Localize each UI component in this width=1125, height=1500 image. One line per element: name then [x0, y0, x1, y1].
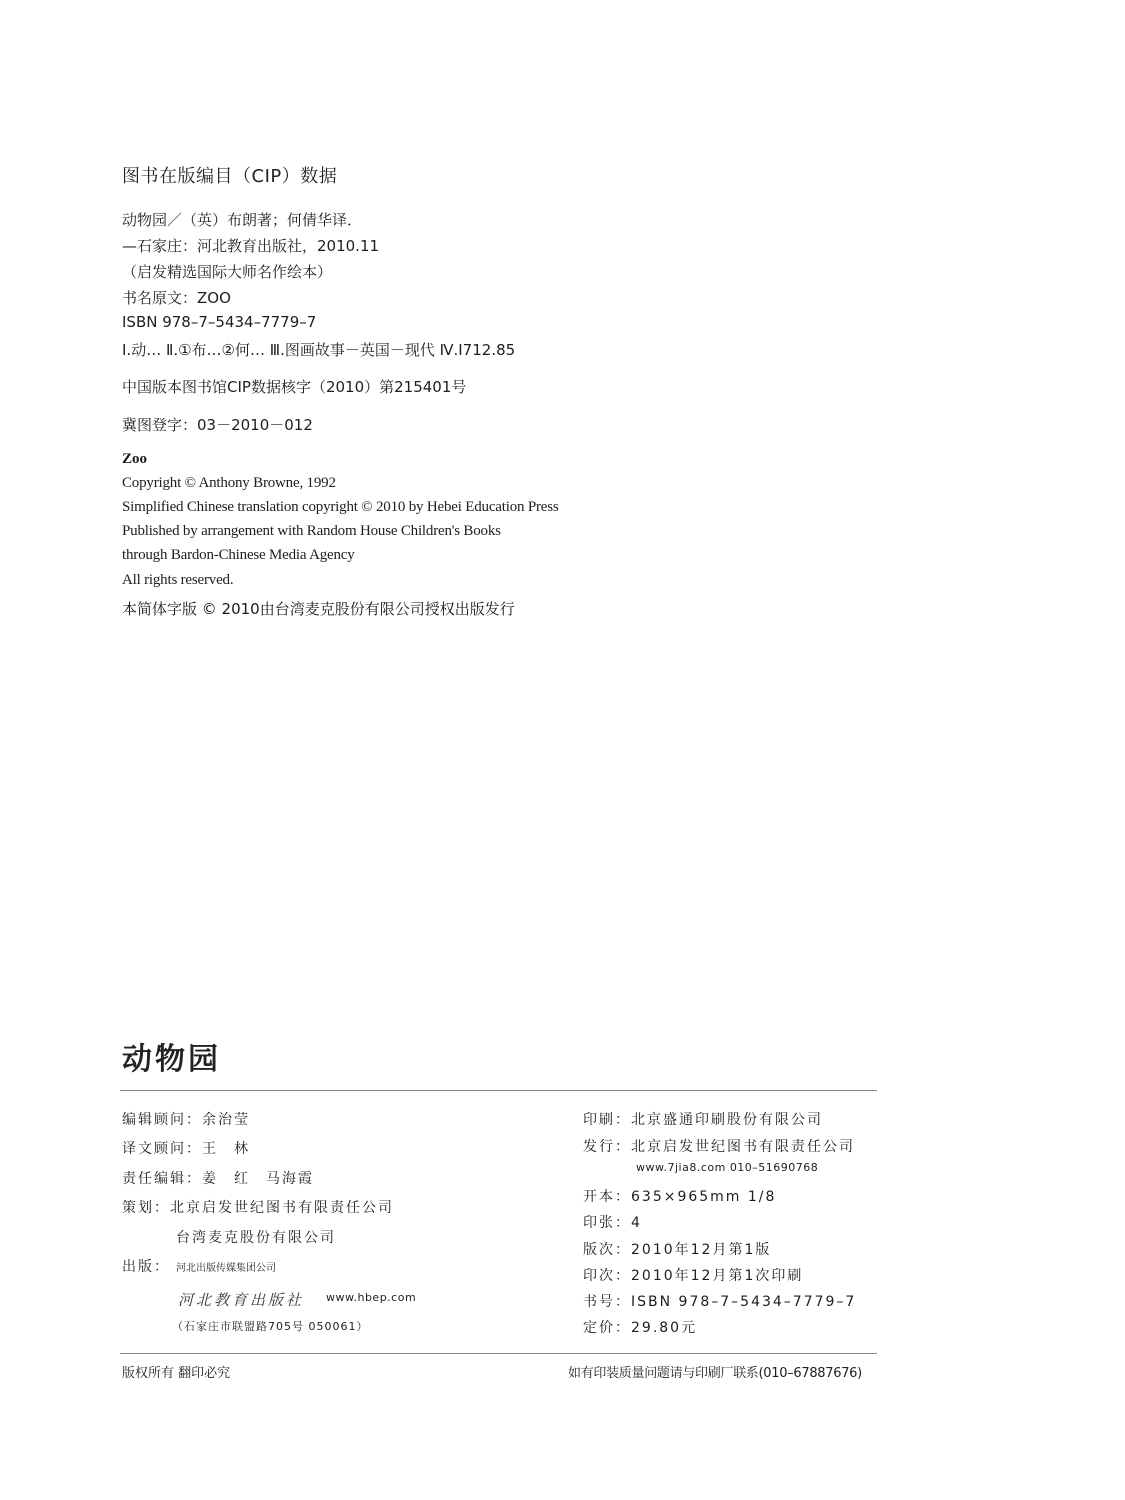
cip-line-classification: Ⅰ.动… Ⅱ.①布…②何… Ⅲ.图画故事－英国－现代 Ⅳ.I712.85 [122, 341, 516, 359]
book-isbn: 书号：ISBN 978–7–5434–7779–7 [583, 1294, 857, 1310]
planning-company-2: 台湾麦克股份有限公司 [176, 1230, 336, 1246]
copyright-line: Simplified Chinese translation copyright © 2010 by Hebei Education Press [122, 499, 559, 515]
colophon-book-title: 动物园 [122, 1042, 221, 1077]
planning-company-1: 策划：北京启发世纪图书有限责任公司 [122, 1200, 394, 1216]
printing-company: 印刷：北京盛通印刷股份有限公司 [583, 1112, 823, 1128]
cip-line-isbn: ISBN 978–7–5434–7779–7 [122, 313, 317, 331]
impression: 印次：2010年12月第1次印刷 [583, 1268, 804, 1284]
publisher-url: www.hbep.com [326, 1291, 417, 1304]
responsible-editors: 责任编辑：姜 红 马海霞 [122, 1171, 314, 1187]
edition: 版次：2010年12月第1版 [583, 1242, 772, 1258]
cip-data-number: 中国版本图书馆CIP数据核字（2010）第215401号 [122, 378, 467, 396]
copyright-line: Published by arrangement with Random House Children's Books [122, 523, 501, 539]
distribution-company: 发行：北京启发世纪图书有限责任公司 [583, 1139, 855, 1155]
cip-line-publisher: —石家庄：河北教育出版社，2010.11 [122, 237, 380, 255]
colophon-bottom-divider [120, 1353, 877, 1354]
publisher-address: （石家庄市联盟路705号 050061） [172, 1320, 369, 1333]
printed-sheets: 印张：4 [583, 1215, 642, 1231]
print-quality-contact: 如有印装质量问题请与印刷厂联系(010–67887676) [568, 1366, 862, 1381]
book-format: 开本：635×965mm 1/8 [583, 1189, 777, 1205]
cip-line-original-title: 书名原文：ZOO [122, 289, 231, 307]
cip-heading: 图书在版编目（CIP）数据 [122, 166, 338, 187]
english-book-title: Zoo [122, 451, 148, 467]
all-rights-reserved: 版权所有 翻印必究 [122, 1366, 231, 1381]
translation-advisor: 译文顾问：王 林 [122, 1141, 250, 1157]
publisher-logo: 河北教育出版社 [178, 1291, 305, 1309]
colophon-top-divider [120, 1090, 877, 1091]
publisher-group: 河北出版传媒集团公司 [176, 1263, 276, 1274]
copyright-line: through Bardon-Chinese Media Agency [122, 547, 355, 563]
distribution-contact: www.7jia8.com 010–51690768 [636, 1161, 819, 1174]
copyright-line: Copyright © Anthony Browne, 1992 [122, 475, 336, 491]
chinese-rights-statement: 本简体字版 © 2010由台湾麦克股份有限公司授权出版发行 [122, 600, 515, 618]
copyright-line: All rights reserved. [122, 572, 234, 588]
editorial-advisor: 编辑顾问：余治莹 [122, 1112, 250, 1128]
book-price: 定价：29.80元 [583, 1320, 698, 1336]
publisher-label: 出版： [122, 1259, 170, 1275]
cip-line-series: （启发精选国际大师名作绘本） [122, 263, 333, 281]
cip-registration-number: 冀图登字：03－2010－012 [122, 416, 313, 434]
cip-line-title: 动物园／（英）布朗著；何倩华译． [122, 211, 363, 229]
